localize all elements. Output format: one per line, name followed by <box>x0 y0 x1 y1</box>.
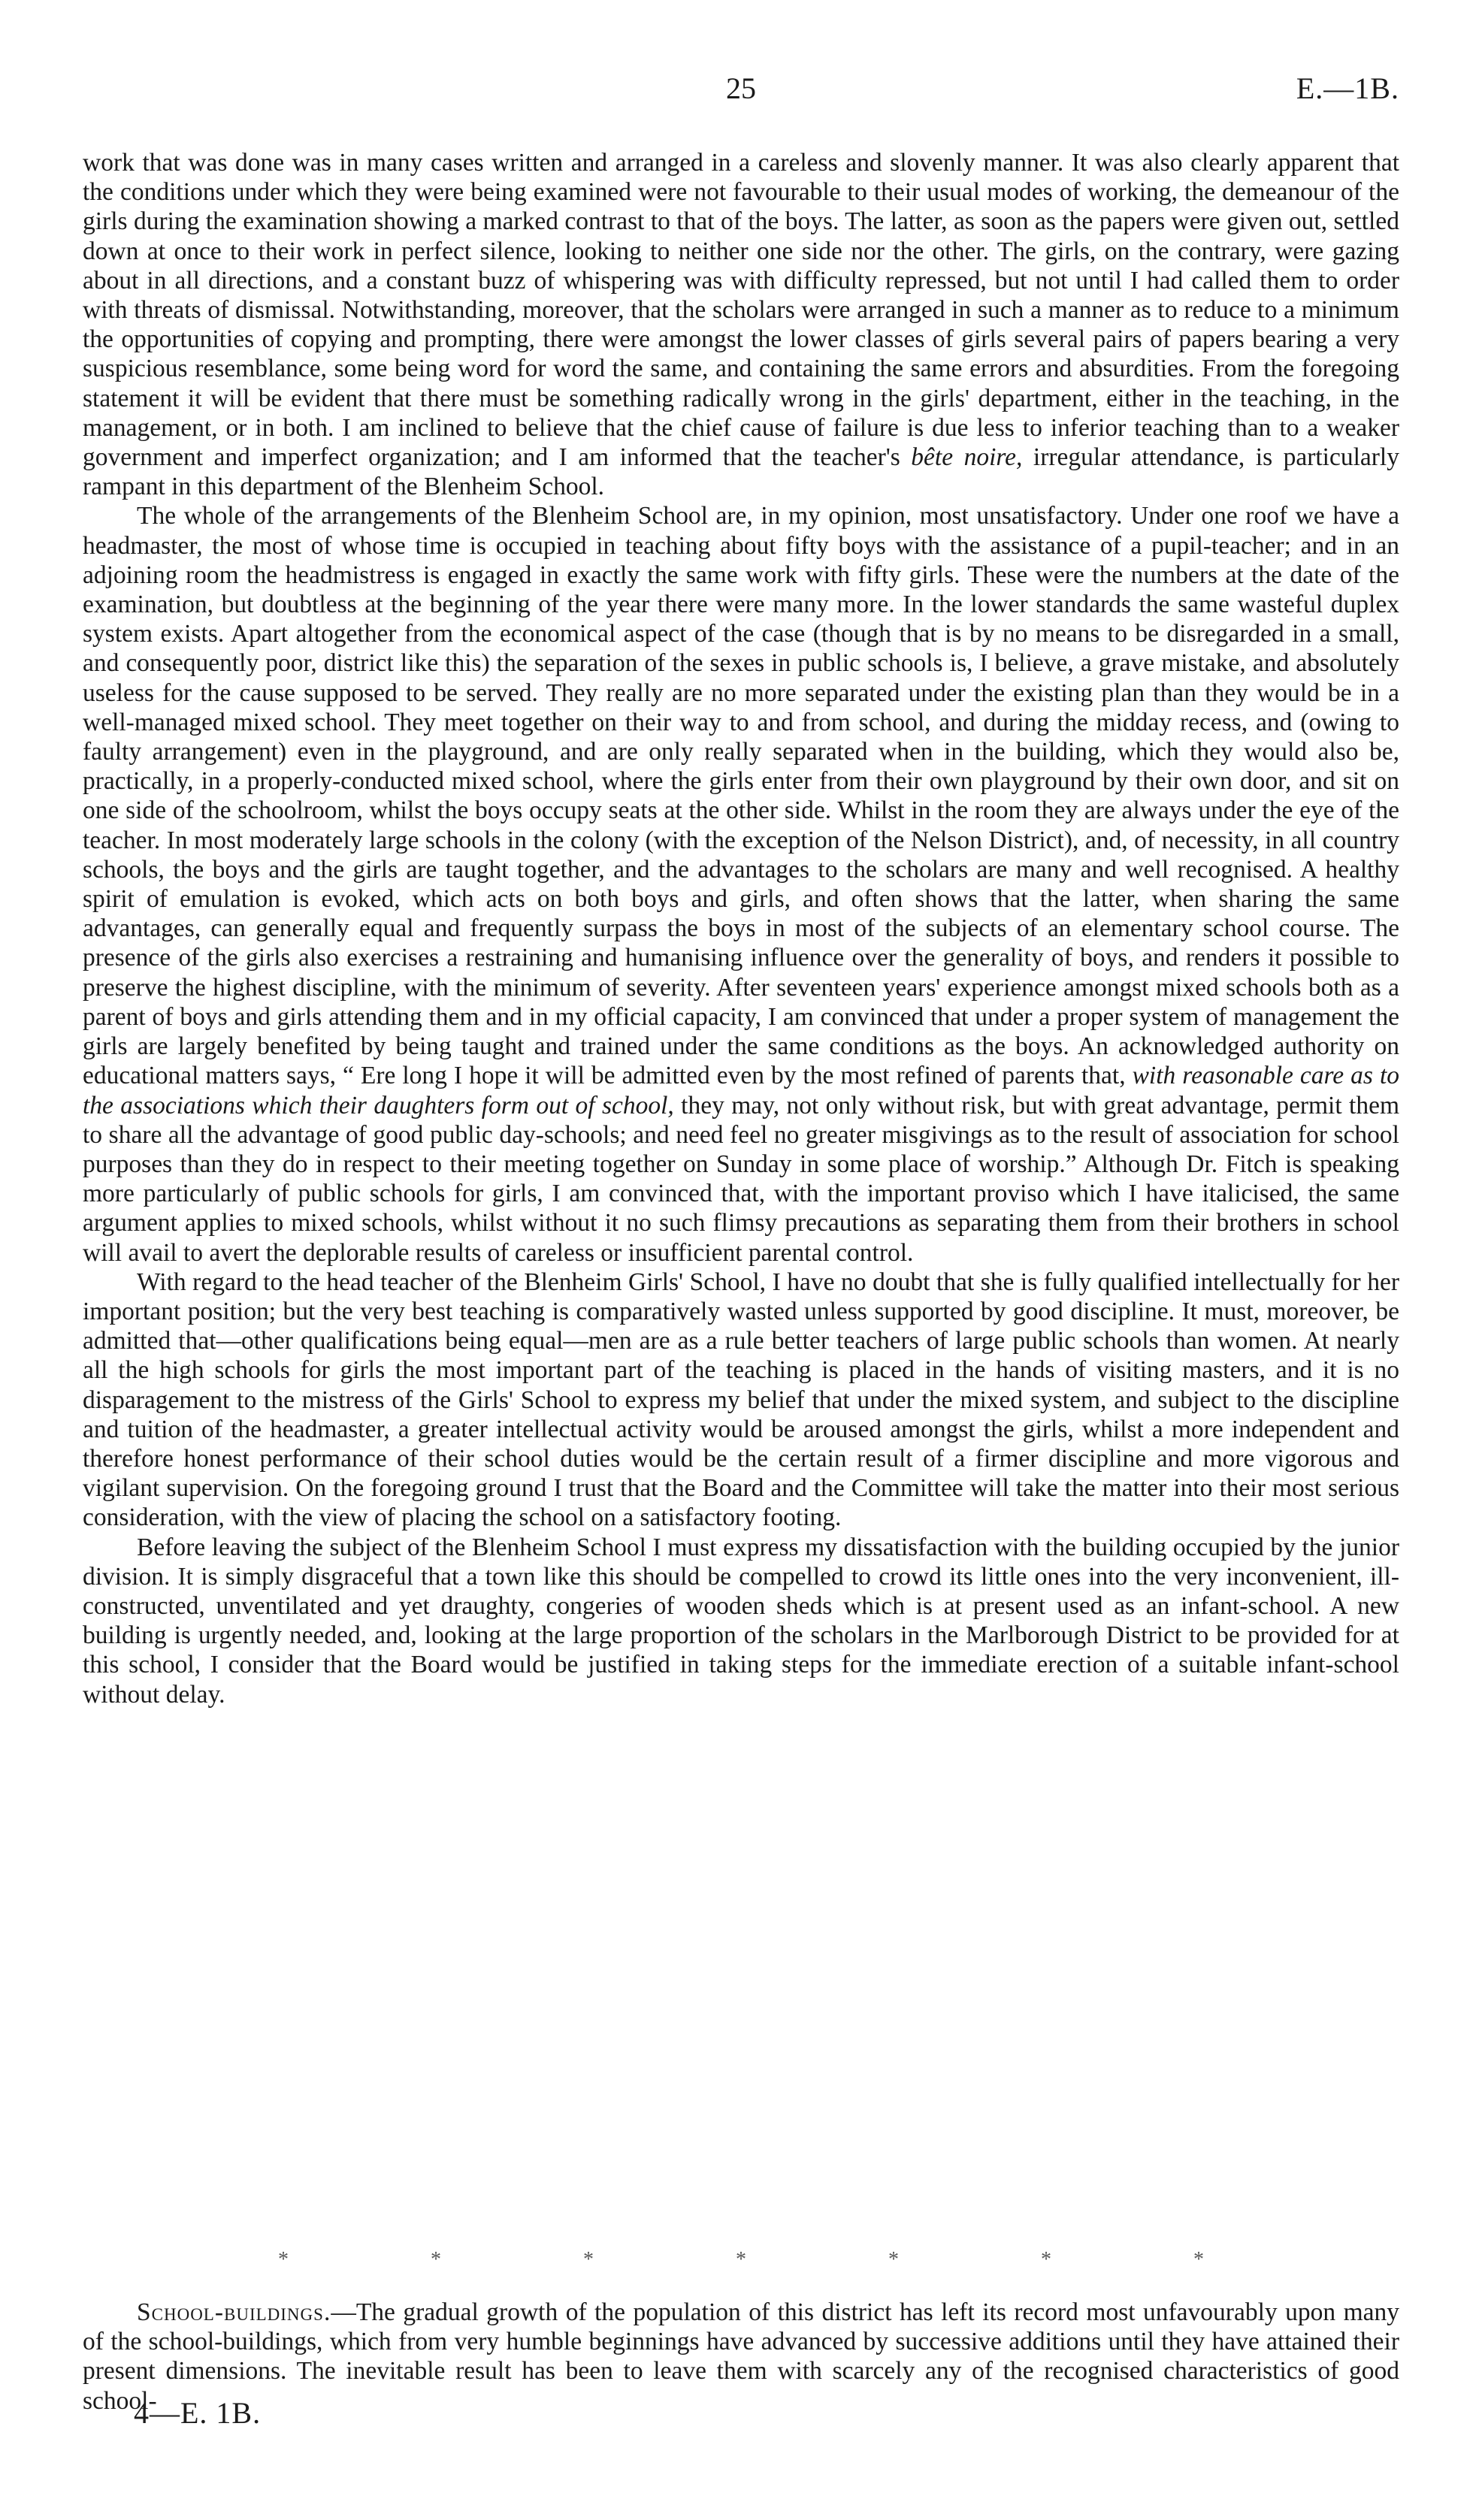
paragraph-junior-building: Before leaving the subject of the Blenheim School I must express my dissatisfaction with the building occupied by the junior division. It is simply disgraceful that a town like this should be compelled to crowd its little ones into the very inconvenient, ill-constructed, unventilated and yet draughty, congeries of wooden sheds which is at present used as an infant-school. A new building is urgently needed, and, looking at the large proportion of the scholars in the Marlborough District to be provided for at this school, I consider that the Board would be justified in taking steps for the immediate erection of a suitable infant-school without delay. <box>83 1533 1399 1709</box>
asterisk: * <box>431 2248 441 2271</box>
italic-quotation: with reasonable care as to the associations which their daughters form out of school, <box>83 1062 1400 1119</box>
asterisk: * <box>1041 2248 1051 2271</box>
asterisk: * <box>888 2248 899 2271</box>
asterisk: * <box>1193 2248 1204 2271</box>
page-signature: 4—E. 1B. <box>134 2396 262 2430</box>
page-number: 25 <box>726 71 756 105</box>
italic-phrase: bête noire, <box>911 443 1023 472</box>
report-body <box>83 148 1399 1709</box>
asterisk: * <box>278 2248 289 2271</box>
paragraph-school-buildings: School-buildings.—The gradual growth of the population of this district has left its record most unfavourably upon many of the school-buildings, which from very humble beginnings have advanced by successive additions until they have attained their present dimensions. The inevitable result has been to leave them with scarcely any of the recognised characteristics of good school- <box>83 2298 1399 2415</box>
document-reference: E.—1B. <box>1296 71 1399 105</box>
section-heading: School-buildings. <box>137 2298 331 2326</box>
asterisk: * <box>736 2248 746 2271</box>
paragraph-head-teacher: With regard to the head teacher of the Blenheim Girls' School, I have no doubt that she is fully qualified intellectually for her important position; but the very best teaching is comparatively wasted unless supported by good discipline. It must, moreover, be admitted that—other qualifications being equal—men are as a rule better teachers of large public schools than women. At nearly all the high schools for girls the most important part of the teaching is placed in the hands of visiting masters, and it is no disparagement to the mistress of the Girls' School to express my belief that under the mixed system, and subject to the discipline and tuition of the headmaster, a greater intellectual activity would be aroused amongst the girls, whilst a more independent and therefore honest performance of their school duties would be the certain result of a firmer discipline and more vigorous and vigilant supervision. On the foregoing ground I trust that the Board and the Committee will take the matter into their most serious consideration, with the view of placing the school on a satisfactory footing. <box>83 1268 1399 1532</box>
school-buildings-section <box>83 2298 1399 2416</box>
section-separator <box>83 2248 1399 2278</box>
paragraph-girls-examination: work that was done was in many cases written and arranged in a careless and slovenly manner. It was also clearly apparent that the conditions under which they were being examined were not favourable to their usual modes of working, the demeanour of the girls during the examination showing a marked contrast to that of the boys. The latter, as soon as the papers were given out, settled down at once to their work in perfect silence, looking to neither one side nor the other. The girls, on the contrary, were gazing about in all directions, and a constant buzz of whispering was with difficulty repressed, but not until I had called them to order with threats of dismissal. Notwithstanding, moreover, that the scholars were arranged in such a manner as to reduce to a minimum the opportunities of copying and prompting, there were amongst the lower classes of girls several pairs of papers bearing a very suspicious resemblance, some being word for word the same, and containing the same errors and absurdities. From the foregoing statement it will be evident that there must be something radically wrong in the girls' department, either in the teaching, in the management, or in both. I am inclined to believe that the chief cause of failure is due less to inferior teaching than to a weaker government and imperfect organization; and I am informed that the teacher's bête noire, irregular attendance, is particularly rampant in this department of the Blenheim School. <box>83 149 1399 501</box>
running-head <box>83 71 1399 113</box>
paragraph-arrangements: The whole of the arrangements of the Blenheim School are, in my opinion, most unsatisfactory. Under one roof we have a headmaster, the most of whose time is occupied in teaching about fifty boys with the assistance of a pupil-teacher; and in an adjoining room the headmistress is engaged in exactly the same work with fifty girls. These were the numbers at the date of the examination, but doubtless at the beginning of the year there were many more. In the lower standards the same wasteful duplex system exists. Apart altogether from the economical aspect of the case (though that is by no means to be disregarded in a small, and consequently poor, district like this) the separation of the sexes in public schools is, I believe, a grave mistake, and absolutely useless for the cause supposed to be served. They really are no more separated under the existing plan than they would be in a well-managed mixed school. They meet together on their way to and from school, and during the midday recess, and (owing to faulty arrangement) even in the playground, and are only really separated when in the building, which they would also be, practically, in a properly-conducted mixed school, where the girls enter from their own playground by their own door, and sit on one side of the schoolroom, whilst the boys occupy seats at the other side. Whilst in the room they are always under the eye of the teacher. In most moderately large schools in the colony (with the exception of the Nelson District), and, of necessity, in all country schools, the boys and the girls are taught together, and the advantages to the scholars are many and well recognised. A healthy spirit of emulation is evoked, which acts on both boys and girls, and often shows that the latter, when sharing the same advantages, can generally equal and frequently surpass the boys in most of the subjects of an elementary school course. The presence of the girls also exercises a restraining and humanising influence over the generality of boys, and renders it possible to preserve the highest discipline, with the minimum of severity. After seventeen years' experience amongst mixed schools both as a parent of boys and girls attending them and in my official capacity, I am convinced that under a proper system of management the girls are largely benefited by being taught and trained under the same conditions as the boys. An acknowledged authority on educational matters says, “ Ere long I hope it will be admitted even by the most refined of parents that, with reasonable care as to the associations which their daughters form out of school, they may, not only without risk, but with great advantage, permit them to share all the advantage of good public day-schools; and need feel no greater misgivings as to the result of association for school purposes than they do in respect to their meeting together on Sunday in some place of worship.” Although Dr. Fitch is speaking more particularly of public schools for girls, I am convinced that, with the important proviso which I have italicised, the same argument applies to mixed schools, whilst without it no such flimsy precautions as separating them from their brothers in school will avail to avert the deplorable results of careless or insufficient parental control. <box>83 502 1400 1267</box>
asterisk: * <box>583 2248 594 2271</box>
